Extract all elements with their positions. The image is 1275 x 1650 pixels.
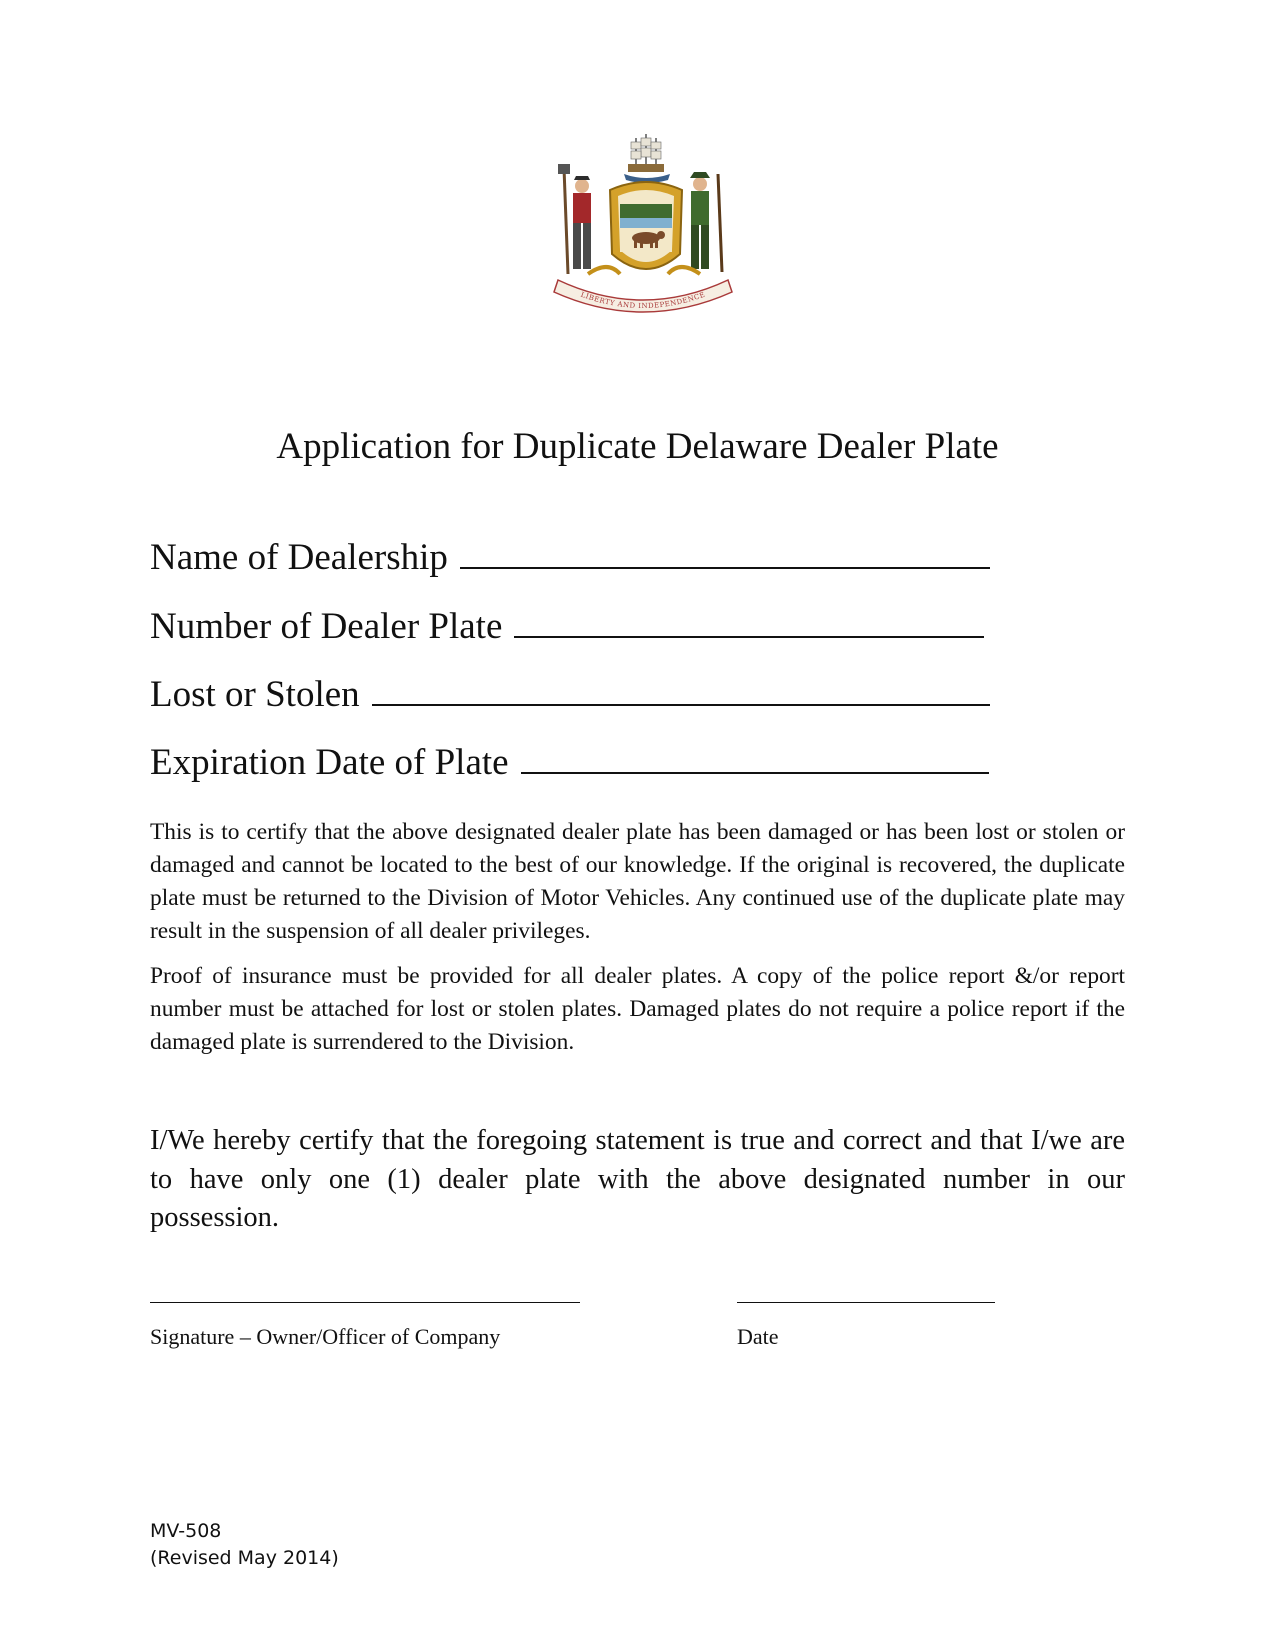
expiration-date-field (150, 740, 989, 786)
insurance-paragraph: Proof of insurance must be provided for all dealer plates. A copy of the police report &/or report number must be attached for lost or stolen plates. Damaged plates do not require a police report if the damaged plate is surrendered to the Division. (150, 963, 1125, 1055)
field-label: Expiration Date of Plate (150, 742, 509, 783)
form-revision: (Revised May 2014) (150, 1547, 339, 1569)
form-footer (150, 1518, 339, 1572)
farmer-figure-icon (558, 164, 591, 274)
field-label: Name of Dealership (150, 537, 448, 578)
seal-motto: LIBERTY AND INDEPENDENCE (579, 290, 707, 311)
delaware-state-seal (548, 134, 738, 316)
shield-icon (610, 182, 682, 269)
lost-or-stolen-blank[interactable] (372, 672, 990, 706)
field-label: Number of Dealer Plate (150, 606, 503, 647)
field-label: Lost or Stolen (150, 674, 360, 715)
certification-paragraph: This is to certify that the above designated dealer plate has been damaged or has been lost or stolen or damaged and cannot be located to the best of our knowledge. If the original is recovered, the duplicate plate must be returned to the Division of Motor Vehicles. Any continued use of the duplicate plate may result in the suspension of all dealer privileges. (150, 819, 1125, 944)
lost-or-stolen-field (150, 672, 990, 718)
rifleman-figure-icon (690, 172, 722, 272)
date-line[interactable] (737, 1302, 995, 1303)
ship-crest-icon (624, 134, 670, 183)
statement-paragraph: I/We hereby certify that the foregoing statement is true and correct and that I/we are to have only one (1) dealer plate with the above designated number in our possession. (150, 1125, 1125, 1233)
dealership-name-field (150, 535, 990, 581)
dealer-plate-number-field (150, 604, 984, 650)
form-number: MV-508 (150, 1520, 222, 1542)
date-label: Date (737, 1324, 779, 1349)
signature-label: Signature – Owner/Officer of Company (150, 1324, 501, 1349)
page-title: Application for Duplicate Delaware Dealer Plate (276, 426, 999, 467)
expiration-date-blank[interactable] (521, 740, 989, 774)
dealership-name-blank[interactable] (460, 535, 990, 569)
dealer-plate-number-blank[interactable] (514, 604, 984, 638)
signature-line[interactable] (150, 1302, 580, 1303)
